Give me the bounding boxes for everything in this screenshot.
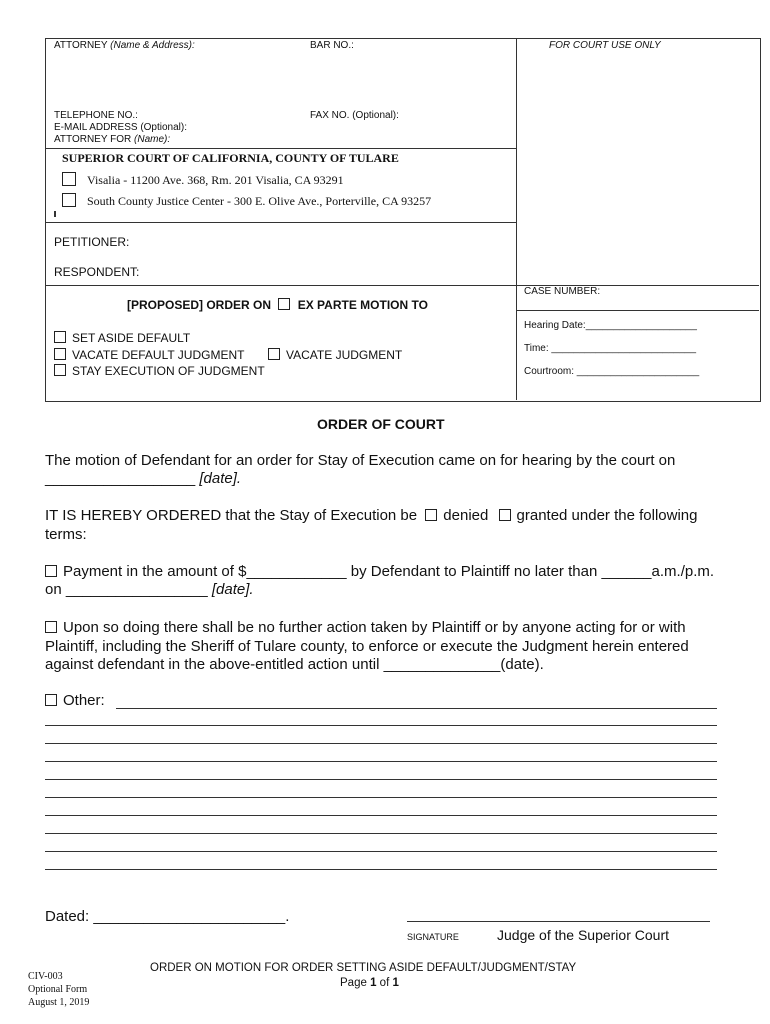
p1-line1: The motion of Defendant for an order for Stay of Execution came on for hearing by the court on	[45, 452, 676, 469]
p1-line2	[45, 470, 241, 487]
hearing-date-blank[interactable]: ____________________	[585, 320, 697, 331]
other-line-7[interactable]	[45, 815, 717, 816]
courtroom-field[interactable]	[524, 366, 699, 377]
order-title-prefix: [PROPOSED] ORDER ON	[127, 298, 272, 312]
footer-title: ORDER ON MOTION FOR ORDER SETTING ASIDE DEFAULT/JUDGMENT/STAY	[150, 962, 577, 974]
p2-prefix: IT IS HEREBY ORDERED that the Stay of Execution be	[45, 507, 418, 524]
until-date-blank[interactable]: ______________	[383, 656, 501, 673]
payment-date-blank[interactable]: _________________	[65, 581, 208, 598]
porterville-label: South County Justice Center - 300 E. Olive Ave., Porterville, CA 93257	[87, 194, 432, 208]
other-line-5[interactable]	[45, 779, 717, 780]
parties-bottom-rule	[45, 285, 759, 286]
other-line-2[interactable]	[45, 725, 717, 726]
attorney-bottom-rule	[45, 148, 516, 149]
case-number-label: CASE NUMBER:	[524, 286, 601, 297]
order-title-suffix: EX PARTE MOTION TO	[297, 298, 428, 312]
dated-field[interactable]	[45, 908, 289, 925]
page-number: 1	[370, 977, 377, 989]
signature-line[interactable]	[407, 921, 710, 922]
form-date: August 1, 2019	[28, 997, 90, 1008]
payment-checkbox[interactable]	[45, 565, 57, 577]
time-label: Time:	[524, 343, 549, 354]
denied-label: denied	[443, 507, 489, 524]
other-line-9[interactable]	[45, 851, 717, 852]
fax-label: FAX NO. (Optional):	[310, 110, 399, 121]
p4-line1-text: Upon so doing there shall be no further action taken by Plaintiff or by anyone acting for or with	[63, 619, 686, 636]
dated-label: Dated:	[45, 908, 90, 925]
form-type: Optional Form	[28, 984, 88, 995]
dated-blank[interactable]: _______________________.	[93, 908, 290, 925]
location-porterville-option[interactable]	[62, 193, 431, 209]
judge-label: Judge of the Superior Court	[497, 927, 669, 943]
courtroom-blank[interactable]: ______________________	[576, 366, 700, 377]
page-indicator	[340, 977, 399, 989]
payment-label-a: Payment in the amount of $	[63, 563, 247, 580]
option-vacate-judgment[interactable]	[268, 348, 402, 362]
p2-line1	[45, 507, 697, 524]
denied-checkbox[interactable]	[425, 509, 437, 521]
page-prefix: Page	[340, 977, 367, 989]
option-vacate-default[interactable]	[54, 348, 244, 362]
payment-label-b: by Defendant to Plaintiff no later than	[350, 563, 598, 580]
attorney-label	[54, 40, 195, 51]
form-id: CIV-003	[28, 971, 63, 982]
page-total: 1	[392, 977, 399, 989]
attorney-for-sub: (Name):	[134, 134, 171, 145]
other-option[interactable]	[45, 692, 105, 709]
courtroom-label: Courtroom:	[524, 366, 575, 377]
vacate-default-checkbox[interactable]	[54, 348, 66, 360]
other-checkbox[interactable]	[45, 694, 57, 706]
small-marker	[54, 211, 56, 217]
payment-amount-blank[interactable]: ____________	[246, 563, 347, 580]
stay-label: STAY EXECUTION OF JUDGMENT	[72, 364, 265, 378]
court-name: SUPERIOR COURT OF CALIFORNIA, COUNTY OF TULARE	[62, 151, 399, 165]
upon-checkbox[interactable]	[45, 621, 57, 633]
payment-label-c: a.m./p.m.	[651, 563, 715, 580]
vacate-judgment-label: VACATE JUDGMENT	[286, 348, 403, 362]
respondent-label: RESPONDENT:	[54, 265, 140, 279]
option-set-aside[interactable]	[54, 331, 190, 345]
set-aside-label: SET ASIDE DEFAULT	[72, 331, 191, 345]
vacate-default-label: VACATE DEFAULT JUDGMENT	[72, 348, 245, 362]
granted-checkbox[interactable]	[499, 509, 511, 521]
visalia-checkbox[interactable]	[62, 172, 76, 186]
hearing-date-field[interactable]	[524, 320, 697, 331]
email-label: E-MAIL ADDRESS (Optional):	[54, 122, 188, 133]
petitioner-label: PETITIONER:	[54, 235, 130, 249]
location-visalia-option[interactable]	[62, 172, 344, 188]
set-aside-checkbox[interactable]	[54, 331, 66, 343]
other-line-6[interactable]	[45, 797, 717, 798]
other-line-3[interactable]	[45, 743, 717, 744]
other-line-1[interactable]	[116, 708, 717, 709]
order-heading: ORDER OF COURT	[317, 416, 445, 432]
telephone-label: TELEPHONE NO.:	[54, 110, 138, 121]
granted-label: granted under the following	[516, 507, 698, 524]
ex-parte-checkbox[interactable]	[278, 298, 290, 310]
p3-line1	[45, 563, 714, 580]
p3-date-label: [date].	[211, 581, 254, 598]
attorney-for-label	[54, 134, 170, 145]
other-label: Other:	[63, 692, 105, 709]
attorney-for-main: ATTORNEY FOR	[54, 134, 132, 145]
p4-line3-text: against defendant in the above-entitled action until	[45, 656, 380, 673]
attorney-label-main: ATTORNEY	[54, 40, 108, 51]
court-use-label: FOR COURT USE ONLY	[549, 40, 661, 51]
vacate-judgment-checkbox[interactable]	[268, 348, 280, 360]
time-blank[interactable]: __________________________	[551, 343, 697, 354]
other-line-8[interactable]	[45, 833, 717, 834]
case-number-rule	[516, 310, 759, 311]
p1-date-label: [date].	[199, 470, 242, 487]
p3-line2	[45, 581, 254, 598]
page-of: of	[379, 977, 390, 989]
p3-on-label: on	[45, 581, 62, 598]
bar-no-label: BAR NO.:	[310, 40, 354, 51]
signature-label: SIGNATURE	[407, 932, 459, 942]
payment-time-blank[interactable]: ______	[601, 563, 652, 580]
caption-divider	[516, 38, 517, 400]
attorney-label-sub: (Name & Address):	[110, 40, 195, 51]
other-line-10[interactable]	[45, 869, 717, 870]
hearing-date-blank-inline[interactable]: __________________	[45, 470, 196, 487]
option-stay[interactable]	[54, 364, 265, 378]
other-line-4[interactable]	[45, 761, 717, 762]
visalia-label: Visalia - 11200 Ave. 368, Rm. 201 Visalia, CA 93291	[87, 173, 344, 187]
hearing-date-label: Hearing Date:	[524, 320, 586, 331]
stay-checkbox[interactable]	[54, 364, 66, 376]
p4-line3	[45, 656, 544, 673]
time-field[interactable]	[524, 343, 696, 354]
p4-line1	[45, 619, 686, 636]
order-title	[127, 298, 428, 312]
p2-line2: terms:	[45, 526, 87, 543]
court-bottom-rule	[45, 222, 516, 223]
p4-line2: Plaintiff, including the Sheriff of Tulare county, to enforce or execute the Judgment herein entered	[45, 638, 689, 655]
porterville-checkbox[interactable]	[62, 193, 76, 207]
p4-date-label: (date).	[500, 656, 544, 673]
